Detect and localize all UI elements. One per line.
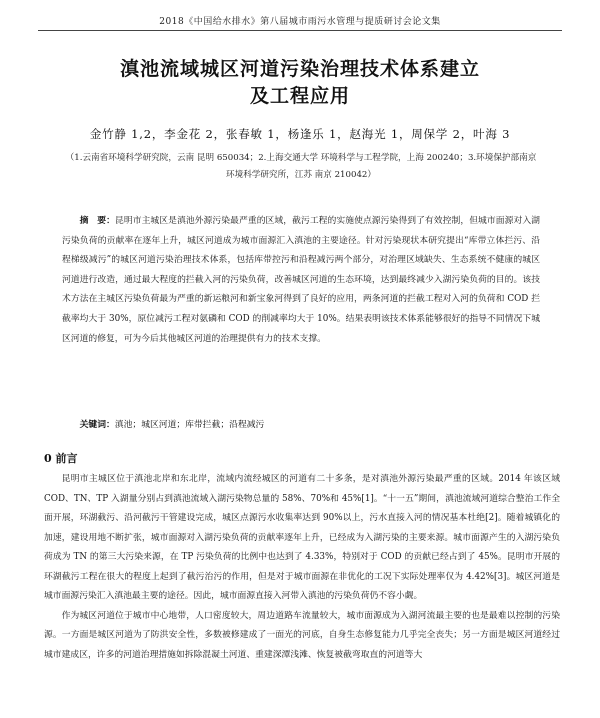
running-header: 2018《中国给水排水》第八届城市雨污水管理与提质研讨会论文集: [159, 17, 441, 27]
paper-title: [0, 56, 600, 110]
section-heading: 0 前言: [44, 452, 78, 465]
keywords: [62, 416, 540, 434]
body-paragraph: 昆明市主城区位于滇池北岸和东北岸，流域内流经城区的河道有二十多条，是对滇池外源污染最严重的区域。2014 年该区域 COD、TN、TP 入湖量分别占到滇池流域入湖污染物总量的 58%、70%和 45%[1]。“十一五”期间，滇池流域河道综合整治工作全面开展，环湖截污、沿河截污干管建设完成，城区点源污水收集率达到 90%以上，污水直接入河的情况基本杜绝[2]。随着城镇化的加速，建设用地不断扩张，城市面源对入湖污染负荷的贡献率逐年上升，已经成为入湖污染的主要来源。城市面源产生的入湖污染负荷成为 TN 的第三大污染来源，在 TP 污染负荷的比例中也达到了 4.33%，特别对于 COD 的贡献已经占到了 45%。昆明市开展的环湖截污工程在很大的程度上起到了截污治污的作用，但是对于城市面源在非优化的工况下实际处理率仅为 4.42%[3]。城区河道是城市面源污染汇入滇池最主要的途径。因此，城市面源直接入河带入滇池的污染负荷仍不容小觑。: [44, 474, 560, 601]
abstract: [62, 212, 540, 349]
keywords-text: 滇池；城区河道；库带拦截；沿程减污: [114, 420, 265, 430]
abstract-label: 摘 要：: [79, 216, 116, 226]
abstract-text: 昆明市主城区是滇池外源污染最严重的区域，截污工程的实施使点源污染得到了有效控制，但城市面源对入湖污染负荷的贡献率在逐年上升，城区河道成为城市面源汇入滇池的主要途径。针对污染现状本研究提出“库带立体拦污、沿程梯级减污”的城区河道污染治理技术体系，包括库带控污和沿程减污两个部分，对治理区域缺失、生态系统不健康的城区河道进行改造，通过最大程度的拦截入河的污染负荷，改善城区河道的生态环境，达到最终减少入湖污染负荷的目的。该技术方法在主城区污染负荷最为严重的新运粮河和新宝象河得到了良好的应用，两条河道的拦截工程对入河的负荷和 COD 拦截率均大于 30%，原位减污工程对氨磷和 COD 的削减率均大于 10%。结果表明该技术体系能够很好的指导不同情况下城区河道的修复，可为今后其他城区河道的治理提供有力的技术支撑。: [62, 216, 540, 344]
header-rule: [38, 30, 562, 31]
author-list: 金竹静 1,2，李金花 2，张春敏 1，杨逢乐 1，赵海光 1，周保学 2，叶海 3: [89, 127, 511, 141]
body-paragraph: 作为城区河道位于城市中心地带，人口密度较大，周边道路车流量较大，城市面源成为入湖河流最主要的也是最难以控制的污染源。一方面是城区河道为了防洪安全性，多数被修建成了一面光的河底，自身生态修复能力几乎完全丧失；另一方面是城区河道经过城市建成区，许多的河道治理措施如拆除混凝土河道、重建深潭浅滩、恢复被截弯取直的河道等大: [44, 610, 560, 660]
title-line-1: 滇池流域城区河道污染治理技术体系建立: [119, 58, 480, 80]
keywords-label: 关键词：: [79, 420, 115, 430]
title-line-2: 及工程应用: [249, 85, 350, 107]
body-text: [44, 470, 560, 665]
affiliations: （1.云南省环境科学研究院，云南 昆明 650034；2.上海交通大学 环境科学与工程学院，上海 200240；3.环境保护部南京环境科学研究所，江苏 南京 210042）: [65, 153, 537, 180]
